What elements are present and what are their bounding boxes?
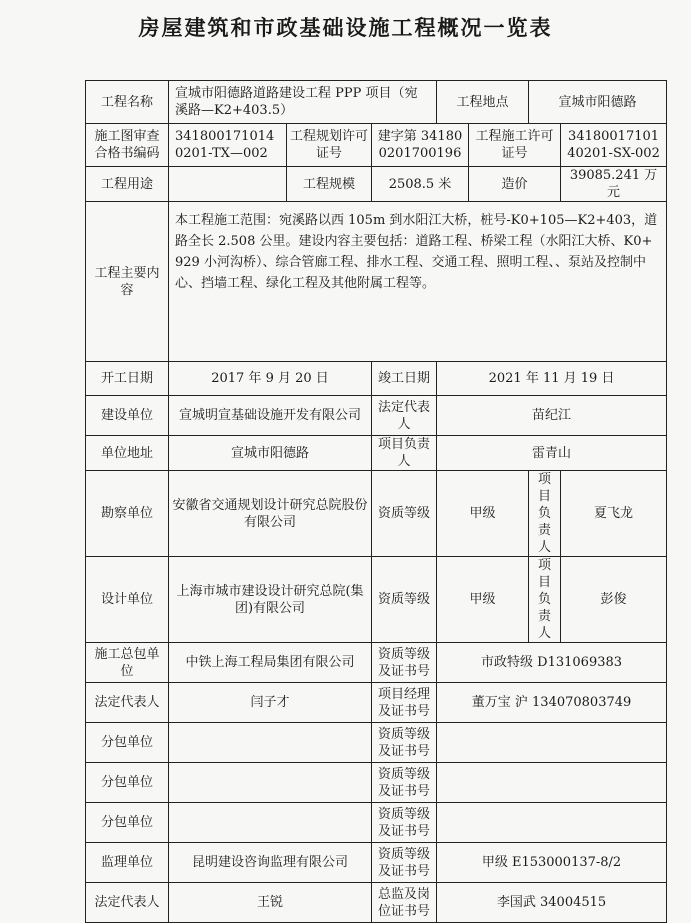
label-project-site: 工程地点	[437, 81, 529, 124]
row-review	[86, 124, 667, 167]
label-scale: 工程规模	[287, 167, 372, 202]
value-contractor: 中铁上海工程局集团有限公司	[169, 643, 372, 683]
value-project-name: 宣城市阳德路道路建设工程 PPP 项目（宛溪路—K2+403.5）	[169, 81, 437, 124]
label-survey-qual: 资质等级	[372, 471, 437, 557]
value-contractor-rep: 闫子才	[169, 683, 372, 723]
value-subcontractor-2-qual	[437, 763, 667, 803]
value-design-qual: 甲级	[437, 557, 529, 643]
label-contractor-qual: 资质等级及证书号	[372, 643, 437, 683]
row-content	[86, 202, 667, 362]
value-supervisor-qual: 甲级 E153000137-8/2	[437, 843, 667, 883]
label-chief-supervisor: 总监及岗位证书号	[372, 883, 437, 923]
value-contractor-qual: 市政特级 D131069383	[437, 643, 667, 683]
label-end-date: 竣工日期	[372, 362, 437, 396]
label-address: 单位地址	[86, 436, 169, 471]
label-supervisor-rep: 法定代表人	[86, 883, 169, 923]
value-survey-qual: 甲级	[437, 471, 529, 557]
row-subcontractor-2	[86, 763, 667, 803]
value-subcontractor-3-qual	[437, 803, 667, 843]
label-subcontractor-2: 分包单位	[86, 763, 169, 803]
label-content: 工程主要内容	[86, 202, 169, 362]
value-content: 本工程施工范围：宛溪路以西 105m 到水阳江大桥，桩号-K0+105—K2+403，道路全长 2.508 公里。建设内容主要包括：道路工程、桥梁工程（水阳江大桥、K0+929 小河沟桥）、综合管廊工程、排水工程、交通工程、照明工程、、泵站及控制中心、挡墙工程、绿化工程及其他附属工程等。	[169, 202, 667, 362]
label-supervisor-qual: 资质等级及证书号	[372, 843, 437, 883]
document-title: 房屋建筑和市政基础设施工程概况一览表	[138, 15, 553, 40]
label-review-code: 施工图审查合格书编码	[86, 124, 169, 167]
value-address-lead: 雷青山	[437, 436, 667, 471]
label-subcontractor-2-qual: 资质等级及证书号	[372, 763, 437, 803]
label-survey: 勘察单位	[86, 471, 169, 557]
label-subcontractor-3: 分包单位	[86, 803, 169, 843]
row-supervisor	[86, 843, 667, 883]
label-cost: 造价	[469, 167, 561, 202]
label-survey-lead: 项目负责人	[529, 471, 561, 557]
value-supervisor: 昆明建设咨询监理有限公司	[169, 843, 372, 883]
value-subcontractor-1	[169, 723, 372, 763]
label-supervisor: 监理单位	[86, 843, 169, 883]
value-project-site: 宣城市阳德路	[529, 81, 667, 124]
label-contractor-rep: 法定代表人	[86, 683, 169, 723]
label-address-lead: 项目负责人	[372, 436, 437, 471]
value-design: 上海市城市建设设计研究总院(集团)有限公司	[169, 557, 372, 643]
label-plan-permit: 工程规划许可证号	[287, 124, 372, 167]
value-survey-lead: 夏飞龙	[561, 471, 667, 557]
label-design: 设计单位	[86, 557, 169, 643]
value-end-date: 2021 年 11 月 19 日	[437, 362, 667, 396]
value-builder: 宣城明宣基础设施开发有限公司	[169, 396, 372, 436]
row-subcontractor-1	[86, 723, 667, 763]
label-project-manager: 项目经理及证书号	[372, 683, 437, 723]
label-project-name: 工程名称	[86, 81, 169, 124]
project-overview-table	[85, 80, 667, 923]
label-builder-rep: 法定代表人	[372, 396, 437, 436]
row-dates	[86, 362, 667, 396]
row-builder	[86, 396, 667, 436]
label-subcontractor-3-qual: 资质等级及证书号	[372, 803, 437, 843]
value-scale: 2508.5 米	[372, 167, 469, 202]
label-subcontractor-1: 分包单位	[86, 723, 169, 763]
label-builder: 建设单位	[86, 396, 169, 436]
value-supervisor-rep: 王锐	[169, 883, 372, 923]
value-review-code: 3418001710140201-TX—002	[169, 124, 287, 167]
value-subcontractor-3	[169, 803, 372, 843]
row-survey	[86, 471, 667, 557]
label-usage: 工程用途	[86, 167, 169, 202]
value-address: 宣城市阳德路	[169, 436, 372, 471]
value-design-lead: 彭俊	[561, 557, 667, 643]
row-subcontractor-3	[86, 803, 667, 843]
row-design	[86, 557, 667, 643]
label-contractor: 施工总包单位	[86, 643, 169, 683]
row-usage	[86, 167, 667, 202]
value-start-date: 2017 年 9 月 20 日	[169, 362, 372, 396]
value-project-manager: 董万宝 沪 134070803749	[437, 683, 667, 723]
value-builder-rep: 苗纪江	[437, 396, 667, 436]
label-start-date: 开工日期	[86, 362, 169, 396]
label-design-lead: 项目负责人	[529, 557, 561, 643]
value-chief-supervisor: 李国武 34004515	[437, 883, 667, 923]
label-construction-permit: 工程施工许可证号	[469, 124, 561, 167]
value-subcontractor-2	[169, 763, 372, 803]
value-cost: 39085.241 万元	[561, 167, 667, 202]
row-address	[86, 436, 667, 471]
value-usage	[169, 167, 287, 202]
row-contractor-rep	[86, 683, 667, 723]
label-subcontractor-1-qual: 资质等级及证书号	[372, 723, 437, 763]
row-supervisor-rep	[86, 883, 667, 923]
value-survey: 安徽省交通规划设计研究总院股份有限公司	[169, 471, 372, 557]
value-plan-permit: 建字第 341800201700196	[372, 124, 469, 167]
label-design-qual: 资质等级	[372, 557, 437, 643]
value-construction-permit: 3418001710140201-SX-002	[561, 124, 667, 167]
row-contractor	[86, 643, 667, 683]
row-project-name	[86, 81, 667, 124]
value-subcontractor-1-qual	[437, 723, 667, 763]
